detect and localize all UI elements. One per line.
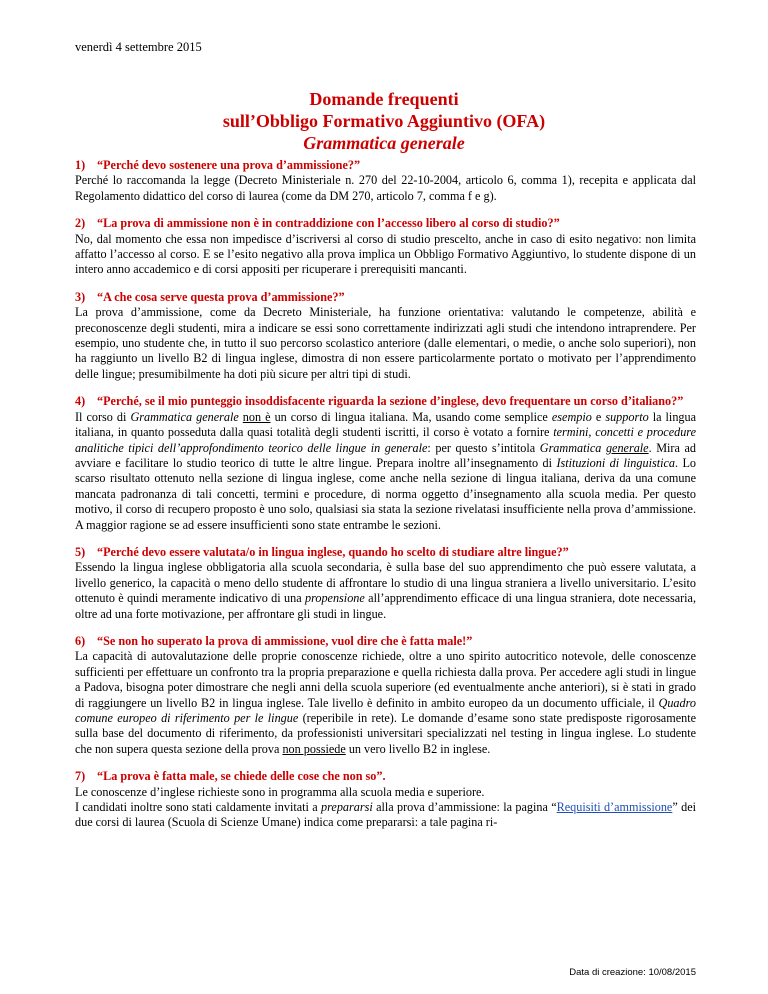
faq-answer xyxy=(75,410,696,533)
requisiti-link[interactable]: Requisiti d’ammissione xyxy=(556,800,673,815)
title-line-1: Domande frequenti xyxy=(309,89,459,109)
faq-answer: La prova d’ammissione, come da Decreto Ministeriale, ha funzione orientativa: valutando le competenze, abilità e preconoscenze degli studenti, mira a indicare se essi sono correttamente indirizzati agli studi che intendono intraprendere. Per esempio, uno studente che, in tutto il suo percorso scolastico anteriore (dalle elementari, o medie, o anche solo superiori), non ha raggiunto un livello B2 di lingua inglese, dimostra di non essere particolarmente portato o motivato per l’apprendimento delle lingue; presumibilmente ha doti più sicure per altri tipi di studi. xyxy=(75,305,696,381)
faq-number: 2) xyxy=(75,216,86,231)
faq-item-4 xyxy=(75,394,696,533)
faq-question-text: “A che cosa serve questa prova d’ammissione?” xyxy=(97,289,345,304)
answer-text: la lingua italiana, in quanto posseduta dalla quasi totalità degli studenti iscritti, il corso è votato a fornire xyxy=(75,409,697,440)
answer-text: La capacità di autovalutazione delle proprie conoscenze richiede, oltre a uno spirito autocritico notevole, delle conoscenze sufficienti per effettuare un confronto tra la propria preparazione e quella richiesta dalla prova. Per accedere agli studi in lingue a Padova, bisogna poter dimostrare che negli anni della scuola superiore (ed eventualmente anche anteriori), si è stati in grado di raggiungere un livello B2 in lingua inglese. Tale livello è definito in ambito europeo da un documento ufficiale, il xyxy=(75,649,696,710)
answer-text: e xyxy=(591,409,606,424)
faq-question xyxy=(75,290,696,305)
faq-question-text: “La prova è fatta male, se chiede delle cose che non so”. xyxy=(97,769,386,784)
faq-question-text: “Perché devo sostenere una prova d’ammissione?” xyxy=(97,158,361,172)
answer-text: : per questo s’intitola xyxy=(427,440,540,455)
faq-item-2 xyxy=(75,216,696,278)
answer-italic: termini, concetti e procedure analitiche tipici dell’approfondimento teorico delle lingue in generale xyxy=(75,425,696,455)
answer-text: Il corso di xyxy=(75,409,131,424)
answer-italic: esempio xyxy=(551,409,592,424)
footer-creation-date: Data di creazione: 10/08/2015 xyxy=(569,967,696,978)
answer-text: . Lo scarso risultato ottenuto nella sezione di lingua inglese, come anche nella sezione di lingua italiana, deriva da una comune mancata padronanza di tali concetti, termini e procedure, di norma oggetto d’insegnamento alla scuola media. Per questo motivo, il corso di recupero proposto è uno solo, qualsiasi sia stata la sezione rivelatasi insufficiente nella prova d’ammissione. A maggior ragione se ad essere insufficienti sono state entrambe le sezioni. xyxy=(75,455,696,532)
faq-question xyxy=(75,634,696,649)
faq-answer xyxy=(75,785,696,831)
faq-answer: No, dal momento che essa non impedisce d’iscriversi al corso di studio prescelto, anche in caso di esito negativo: non limita affatto l’accesso al corso. E se l’esito negativo alla prova implica un Obbligo Formativo Aggiuntivo, lo studente dispone di un intero anno accademico e di corsi appositi per ricuperare i prerequisiti mancanti. xyxy=(75,231,696,277)
answer-text: I candidati inoltre sono stati caldamente invitati a xyxy=(75,800,322,815)
faq-number: 4) xyxy=(75,394,86,409)
faq-question xyxy=(75,769,696,784)
title-line-2: sull’Obbligo Formativo Aggiuntivo (OFA) xyxy=(222,111,546,131)
header-date: venerdì 4 settembre 2015 xyxy=(75,40,202,54)
faq-number: 3) xyxy=(75,289,86,304)
answer-italic: Grammatica xyxy=(539,440,606,455)
faq-answer xyxy=(75,649,696,757)
answer-text: Essendo la lingua inglese obbligatoria alla scuola secondaria, è sulla base del suo apprendimento che può essere valutata, a livello generico, la capacità o meno dello studente di affrontare lo studio di una lingua straniera a livello universitario. L’esito ottenuto è quindi meramente indicativo di una xyxy=(75,560,696,606)
answer-text: alla prova d’ammissione: la pagina “ xyxy=(372,800,557,815)
faq-question xyxy=(75,158,696,173)
answer-italic: prepararsi xyxy=(321,800,373,815)
answer-text: . Mira ad avviare e facilitare lo studio teorico di tutte le altre lingue. Prepara inoltre all’insegnamento di xyxy=(75,440,696,470)
answer-italic: propensione xyxy=(304,591,365,606)
answer-text: (reperibile in rete). Le domande d’esame sono state predisposte rigorosamente sulla base del documento di riferimento, da professionisti universitari specializzati nel testing in lingua inglese. Lo studente che non supera questa sezione della prova xyxy=(75,711,696,756)
answer-underline: non è xyxy=(242,409,271,424)
answer-text: un vero livello B2 in inglese. xyxy=(345,741,491,756)
faq-question-text: “Perché devo essere valutata/o in lingua inglese, quando ho scelto di studiare altre lingue?” xyxy=(97,544,569,559)
answer-text: all’apprendimento efficace di una lingua straniera, dote necessaria, oltre ad una forte motivazione, per affrontare gli studi in lingue. xyxy=(75,591,697,621)
answer-italic: Grammatica generale xyxy=(130,409,239,424)
faq-question xyxy=(75,545,696,560)
faq-question-text: “Se non ho superato la prova di ammissione, vuol dire che è fatta male!” xyxy=(97,633,473,648)
faq-answer xyxy=(75,560,696,622)
answer-underline: non possiede xyxy=(282,741,346,756)
document-title xyxy=(75,88,693,154)
answer-text: Le conoscenze d’inglese richieste sono in programma alla scuola media e superiore. xyxy=(75,784,485,799)
faq-number: 5) xyxy=(75,544,86,559)
faq-answer: Perché lo raccomanda la legge (Decreto Ministeriale n. 270 del 22-10-2004, articolo 6, comma 1), recepita e applicata dal Regolamento didattico del corso di laurea (come da DM 270, articolo 7, comma f e g). xyxy=(75,173,696,203)
faq-question-text: “La prova di ammissione non è in contraddizione con l’accesso libero al corso di studio?” xyxy=(97,216,560,231)
faq-list xyxy=(75,158,696,843)
faq-question xyxy=(75,216,696,231)
faq-item-7 xyxy=(75,769,696,831)
answer-text: un corso di lingua italiana. Ma, usando come semplice xyxy=(270,409,552,424)
faq-item-6 xyxy=(75,634,696,757)
answer-italic: Istituzioni di linguistica xyxy=(556,455,675,470)
faq-item-3 xyxy=(75,290,696,382)
answer-text: ” dei due corsi di laurea (Scuola di Scienze Umane) indica come prepararsi: a tale pagina ri- xyxy=(75,800,696,830)
faq-question xyxy=(75,394,696,409)
faq-item-1 xyxy=(75,158,696,204)
title-line-3: Grammatica generale xyxy=(303,133,465,153)
answer-italic: supporto xyxy=(605,409,649,424)
answer-italic-underline: generale xyxy=(605,440,649,455)
faq-number: 6) xyxy=(75,633,86,648)
answer-italic: Quadro comune europeo di riferimento per le lingue xyxy=(75,695,696,725)
faq-item-5 xyxy=(75,545,696,622)
faq-question-text: “Perché, se il mio punteggio insoddisfacente riguarda la sezione d’inglese, devo frequentare un corso d’italiano?” xyxy=(97,394,684,409)
faq-number: 1) xyxy=(75,158,86,172)
faq-number: 7) xyxy=(75,769,86,784)
